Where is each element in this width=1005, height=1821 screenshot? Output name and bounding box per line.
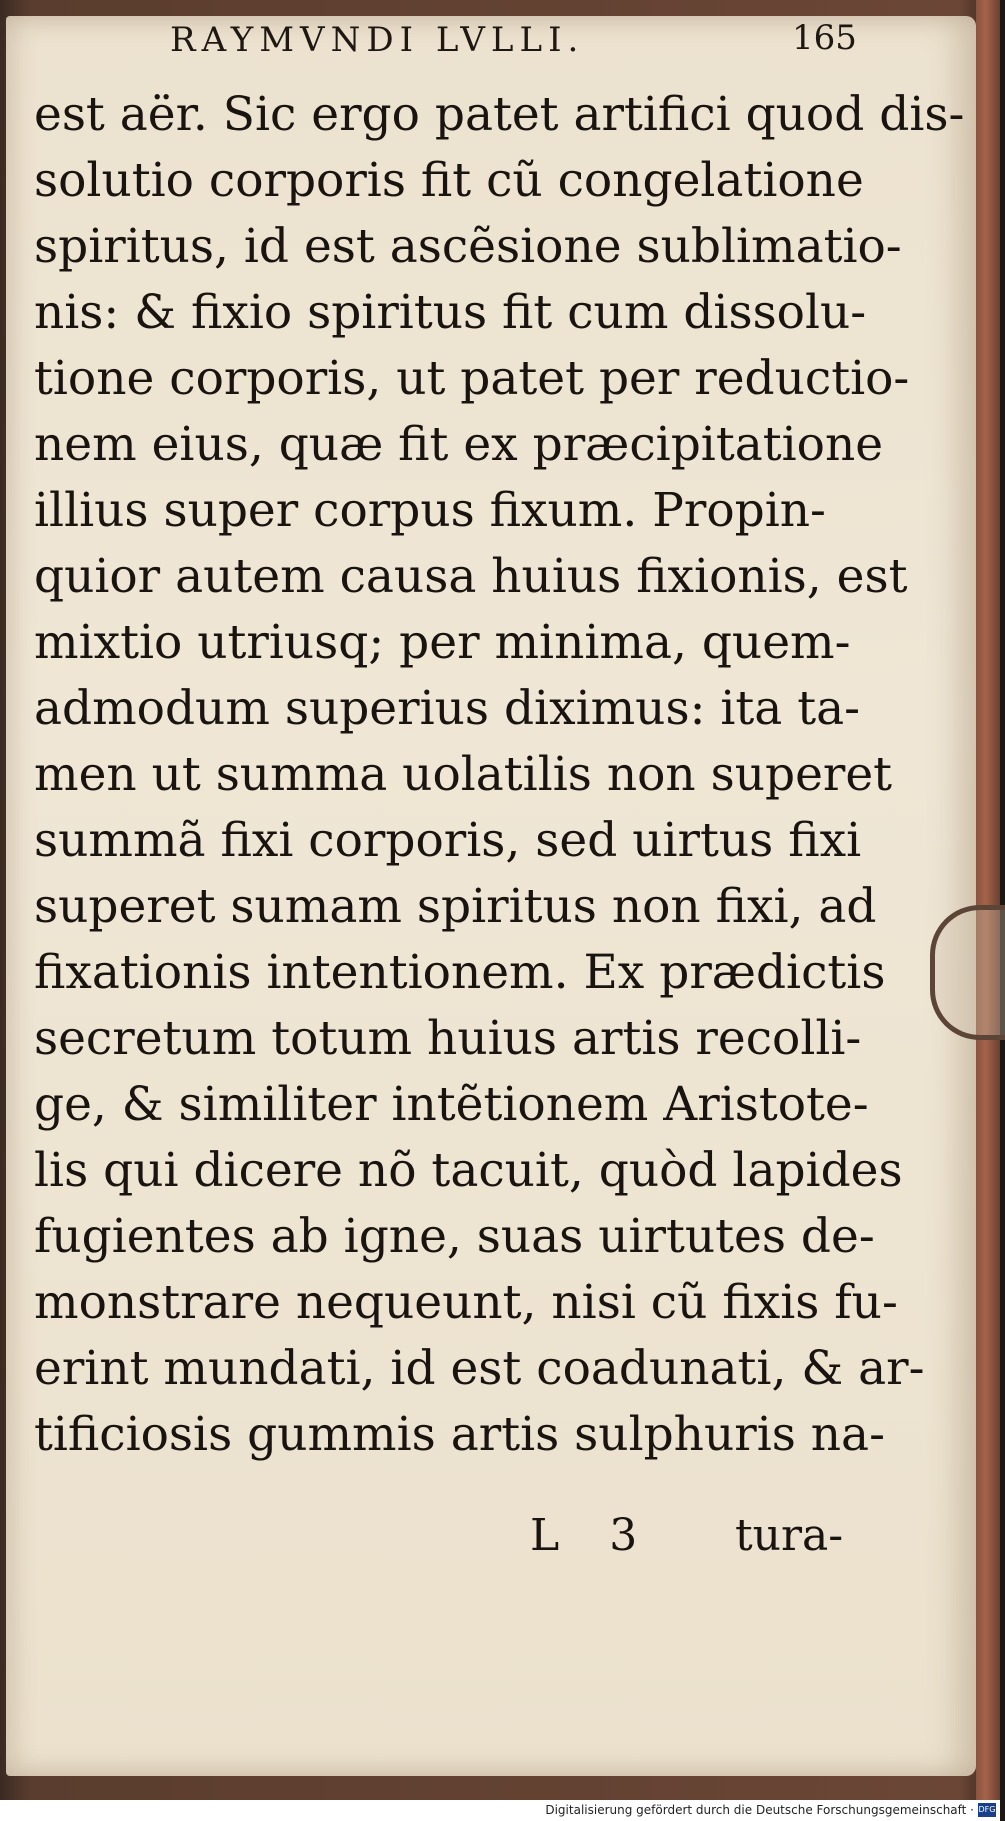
page-number: 165 xyxy=(792,18,857,58)
text-line: summã fixi corporis, sed uirtus fixi xyxy=(34,813,862,868)
catchword: tura- xyxy=(735,1510,844,1561)
text-line: secretum totum huius artis recolli- xyxy=(34,1011,862,1066)
text-line: fixationis intentionem. Ex prædictis xyxy=(34,945,886,1000)
text-line: nis: & fixio spiritus fit cum dissolu- xyxy=(34,285,867,340)
text-line: mixtio utriusq; per minima, quem- xyxy=(34,615,851,670)
text-line: spiritus, id est ascẽsione sublimatio- xyxy=(34,219,902,274)
signature-mark: L 3 xyxy=(530,1510,656,1561)
text-line: men ut summa uolatilis non superet xyxy=(34,747,893,802)
text-line: erint mundati, id est coadunati, & ar- xyxy=(34,1341,925,1396)
text-line: fugientes ab igne, suas uirtutes de- xyxy=(34,1209,875,1264)
body-text xyxy=(34,82,965,1468)
text-line: admodum superius diximus: ita ta- xyxy=(34,681,861,736)
credit-bar xyxy=(0,1800,1000,1821)
text-line: superet sumam spiritus non fixi, ad xyxy=(34,879,877,934)
text-line: tificiosis gummis artis sulphuris na- xyxy=(34,1407,885,1462)
running-head: RAYMVNDI LVLLI. xyxy=(170,20,585,60)
digitization-credit: Digitalisierung gefördert durch die Deutsche Forschungsgemeinschaft · xyxy=(545,1803,974,1817)
book-cover-edge xyxy=(976,0,1000,1800)
text-line: quior autem causa huius fixionis, est xyxy=(34,549,908,604)
dfg-logo-icon: DFG xyxy=(978,1803,996,1817)
text-line: ge, & similiter intẽtionem Aristote- xyxy=(34,1077,869,1132)
text-line: tione corporis, ut patet per reductio- xyxy=(34,351,910,406)
text-line: illius super corpus fixum. Propin- xyxy=(34,483,826,538)
text-line: est aër. Sic ergo patet artifici quod dis- xyxy=(34,87,965,142)
text-line: lis qui dicere nõ tacuit, quòd lapides xyxy=(34,1143,903,1198)
page-clip xyxy=(930,905,1005,1040)
text-line: nem eius, quæ fit ex præcipitatione xyxy=(34,417,884,472)
text-line: monstrare nequeunt, nisi cũ fixis fu- xyxy=(34,1275,898,1330)
text-line: solutio corporis fit cũ congelatione xyxy=(34,153,864,208)
